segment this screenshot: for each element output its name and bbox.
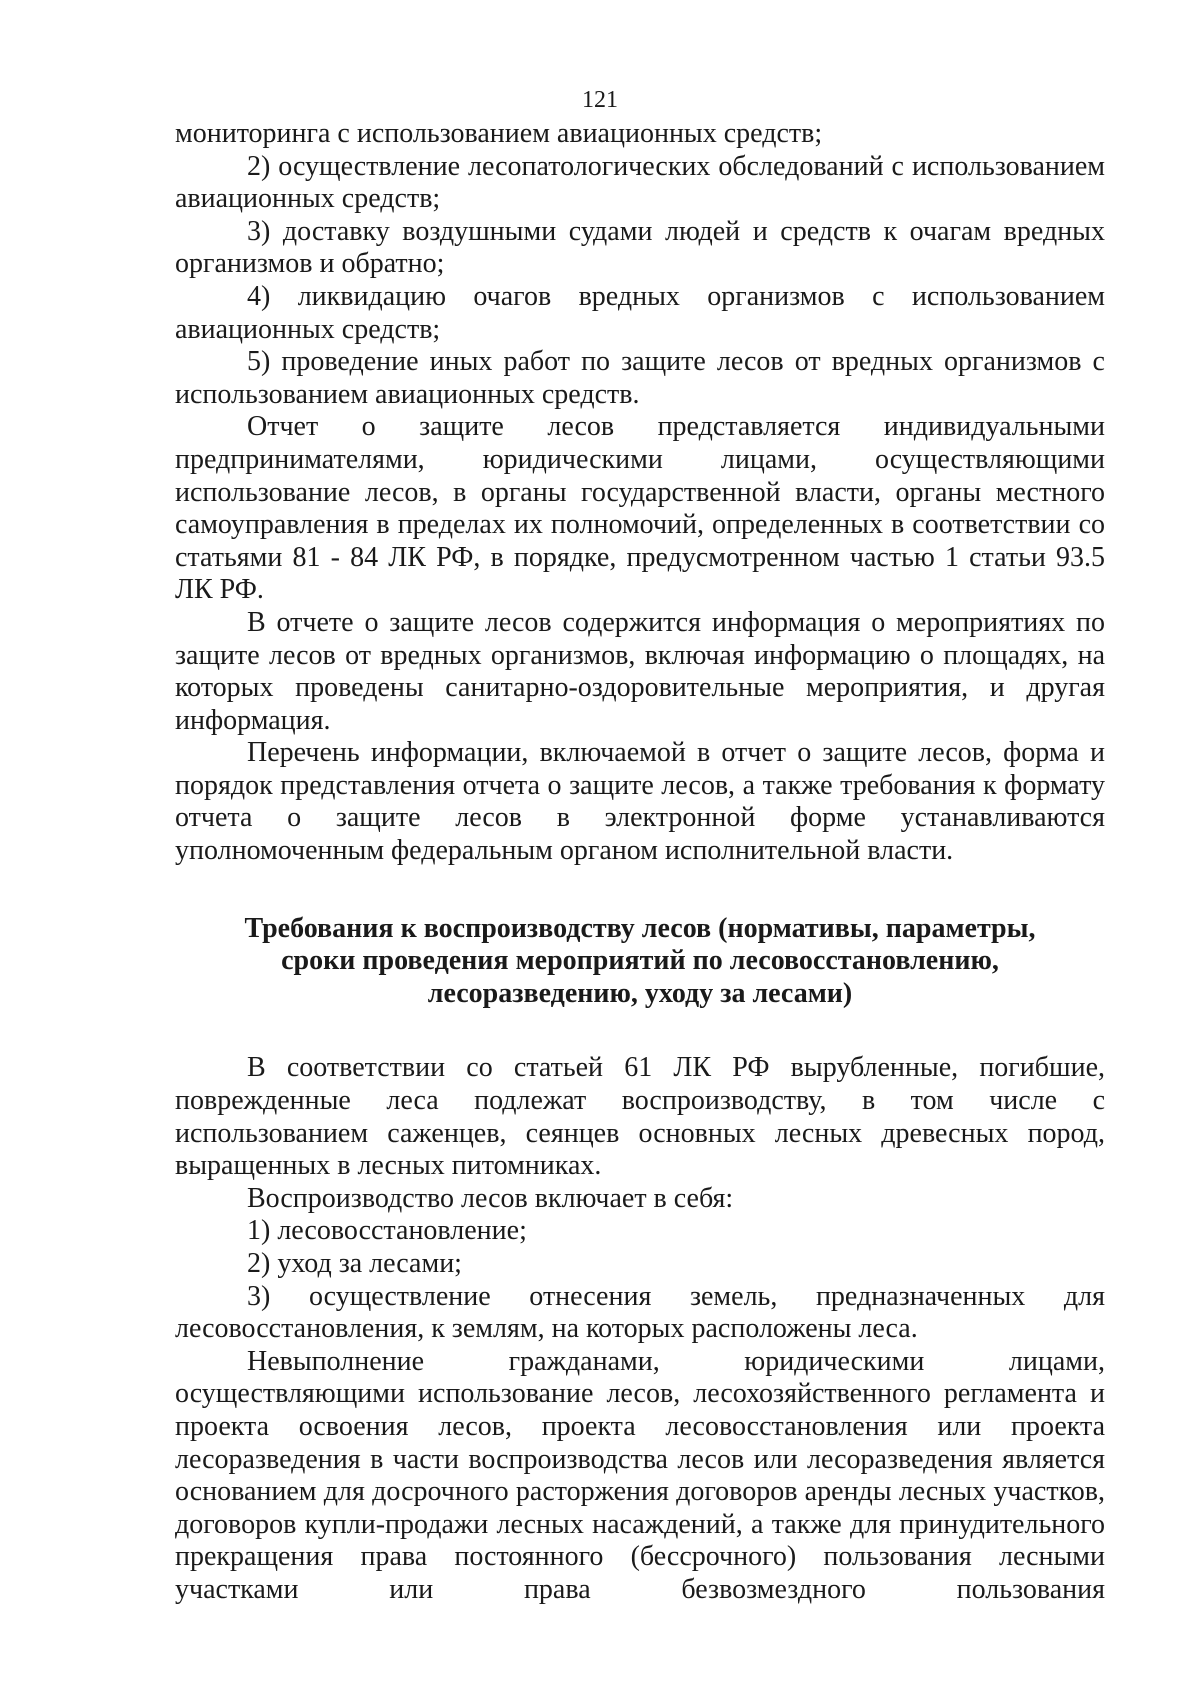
section-heading	[175, 913, 1105, 1011]
document-body	[175, 118, 1105, 1607]
paragraph-report-submission: Отчет о защите лесов представляется индивидуальными предпринимателями, юридическими лицами, осуществляющими использование лесов, в органы государственной власти, органы местного самоуправления в пределах их полномочий, определенных в соответствии со статьями 81 - 84 ЛК РФ, в порядке, предусмотренном частью 1 статьи 93.5 ЛК РФ.	[175, 411, 1105, 606]
paragraph-continuation: мониторинга с использованием авиационных средств;	[175, 118, 823, 149]
paragraph-article-61: В соответствии со статьей 61 ЛК РФ вырубленные, погибшие, поврежденные леса подлежат воспроизводству, в том числе с использованием саженцев, сеянцев основных лесных древесных пород, выращенных в лесных питомниках.	[175, 1052, 1105, 1182]
paragraph-reproduction-includes: Воспроизводство лесов включает в себя:	[247, 1182, 734, 1214]
section-heading-line-1: Требования к воспроизводству лесов (нормативы, параметры,	[244, 912, 1036, 944]
list-item-5: 5) проведение иных работ по защите лесов от вредных организмов с использованием авиационных средств.	[175, 346, 1105, 410]
list-item-land-assignment: 3) осуществление отнесения земель, предназначенных для лесовосстановления, к землям, на которых расположены леса.	[175, 1280, 1105, 1345]
list-item-4: 4) ликвидацию очагов вредных организмов с использованием авиационных средств;	[175, 280, 1105, 345]
list-item-3: 3) доставку воздушными судами людей и средств к очагам вредных организмов и обратно;	[175, 215, 1105, 280]
section-heading-line-3: лесоразведению, уходу за лесами)	[427, 977, 853, 1009]
list-item-2: 2) осуществление лесопатологических обследований с использованием авиационных средств;	[175, 150, 1105, 215]
paragraph-non-compliance: Невыполнение гражданами, юридическими лицами, осуществляющими использование лесов, лесохозяйственного регламента и проекта освоения лесов, проекта лесовосстановления или проекта лесоразведения в части воспроизводства лесов или лесоразведения является основанием для досрочного расторжения договоров аренды лесных участков, договоров купли-продажи лесных насаждений, а также для принудительного прекращения права постоянного (бессрочного) пользования лесными участками или права безвозмездного пользования	[175, 1345, 1105, 1605]
paragraph-report-format: Перечень информации, включаемой в отчет о защите лесов, форма и порядок представления отчета о защите лесов, а также требования к формату отчета о защите лесов в электронной форме устанавливаются уполномоченным федеральным органом исполнительной власти.	[175, 737, 1105, 867]
page-number: 121	[582, 87, 618, 113]
paragraph-report-contents: В отчете о защите лесов содержится информация о мероприятиях по защите лесов от вредных организмов, включая информацию о площадях, на которых проведены санитарно-оздоровительные мероприятия, и другая информация.	[175, 606, 1105, 736]
list-item-reforestation: 1) лесовосстановление;	[247, 1215, 527, 1247]
list-item-forest-care: 2) уход за лесами;	[247, 1248, 462, 1279]
section-heading-line-2: сроки проведения мероприятий по лесовосстановлению,	[281, 945, 999, 977]
